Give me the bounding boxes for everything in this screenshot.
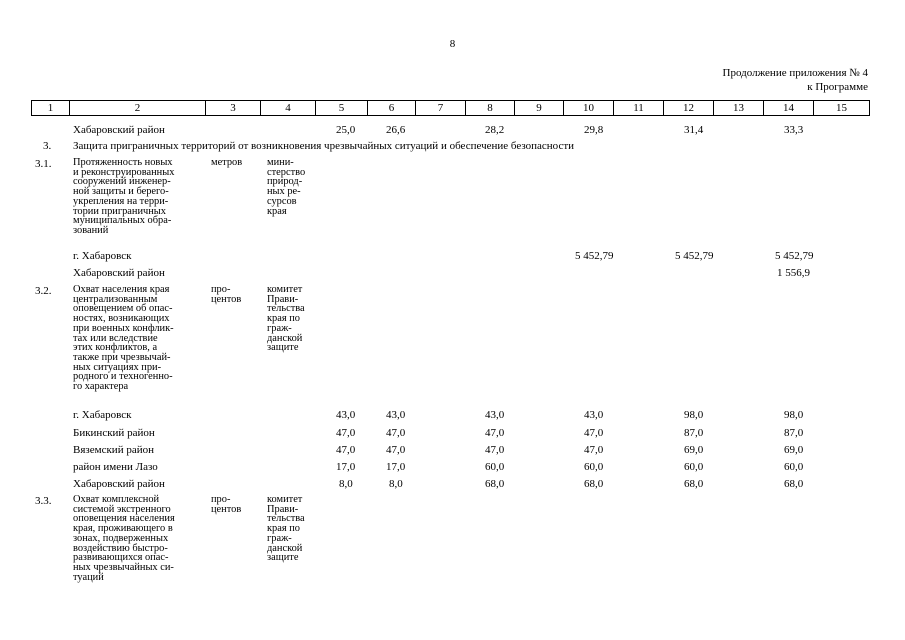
value-col14: 98,0 (784, 409, 804, 421)
value-col8: 47,0 (485, 444, 505, 456)
value-col10: 43,0 (584, 409, 604, 421)
header-cell: 3 (206, 101, 261, 116)
value-col14: 5 452,79 (775, 250, 814, 262)
header-cell: 11 (614, 101, 664, 116)
header-cell: 1 (32, 101, 70, 116)
value-col10: 5 452,79 (575, 250, 614, 262)
row-name: Хабаровский район (73, 124, 165, 136)
value-col10: 47,0 (584, 444, 604, 456)
indicator-agency: комитет Прави- тельства края по граж- данской защите (267, 494, 305, 564)
header-cell: 2 (70, 101, 206, 116)
row-name: г. Хабаровск (73, 409, 132, 421)
value-col5: 47,0 (336, 444, 356, 456)
value-col5: 8,0 (339, 478, 353, 490)
value-col5: 47,0 (336, 427, 356, 439)
header-cell: 7 (416, 101, 466, 116)
indicator-description: Протяженность новых и реконструированных сооружений инженер- ной защиты и берего- укрепления на терри- тории приграничных муниципальных обра- зований (73, 157, 175, 236)
header-cell: 6 (368, 101, 416, 116)
header-cell: 9 (515, 101, 564, 116)
header-cell: 14 (764, 101, 814, 116)
value-col10: 47,0 (584, 427, 604, 439)
indicator-description: Охват комплексной системой экстренного оповещения населения края, проживающего в зонах, подверженных воздействию быстро- развивающихся опас- ных чрезвычайных си- туаций (73, 494, 175, 583)
value-col6: 26,6 (386, 124, 406, 136)
section-title: Защита приграничных территорий от возникновения чрезвычайных ситуаций и обеспечение безопасности (73, 140, 575, 152)
header-cell: 5 (316, 101, 368, 116)
value-col12: 60,0 (684, 461, 704, 473)
indicator-agency: мини- стерство природ- ных ре- сурсов края (267, 157, 306, 217)
appendix-line-2: к Программе (807, 81, 868, 93)
header-cell: 12 (664, 101, 714, 116)
row-name: Вяземский район (73, 444, 154, 456)
appendix-line-1: Продолжение приложения № 4 (722, 67, 868, 79)
header-cell: 4 (261, 101, 316, 116)
value-col5: 17,0 (336, 461, 356, 473)
value-col14: 60,0 (784, 461, 804, 473)
section-number: 3. (43, 140, 52, 152)
value-col8: 68,0 (485, 478, 505, 490)
value-col12: 69,0 (684, 444, 704, 456)
value-col14: 33,3 (784, 124, 804, 136)
value-col10: 60,0 (584, 461, 604, 473)
value-col5: 43,0 (336, 409, 356, 421)
value-col14: 69,0 (784, 444, 804, 456)
value-col6: 17,0 (386, 461, 406, 473)
value-col12: 5 452,79 (675, 250, 714, 262)
value-col6: 47,0 (386, 444, 406, 456)
indicator-description: Охват населения края централизованным оповещением об опас- ностях, возникающих при военных конфлик- тах или вследствие этих конфликтов, а также при чрезвычай- ных ситуациях при- родного и техногенно- го характера (73, 284, 174, 393)
value-col8: 43,0 (485, 409, 505, 421)
value-col8: 47,0 (485, 427, 505, 439)
value-col5: 25,0 (336, 124, 356, 136)
value-col6: 8,0 (389, 478, 403, 490)
indicator-unit: метров (211, 157, 243, 168)
value-col12: 98,0 (684, 409, 704, 421)
value-col12: 31,4 (684, 124, 704, 136)
value-col10: 29,8 (584, 124, 604, 136)
header-cell: 8 (466, 101, 515, 116)
row-name: район имени Лазо (73, 461, 158, 473)
row-name: Хабаровский район (73, 478, 165, 490)
value-col10: 68,0 (584, 478, 604, 490)
indicator-agency: комитет Прави- тельства края по граж- данской защите (267, 284, 305, 354)
value-col12: 68,0 (684, 478, 704, 490)
column-number-header (31, 100, 869, 116)
header-table (31, 100, 870, 116)
row-name: Хабаровский район (73, 267, 165, 279)
indicator-number: 3.3. (35, 495, 52, 507)
value-col8: 28,2 (485, 124, 505, 136)
header-cell: 13 (714, 101, 764, 116)
value-col12: 87,0 (684, 427, 704, 439)
row-name: Бикинский район (73, 427, 155, 439)
value-col14: 1 556,9 (777, 267, 810, 279)
header-cell: 15 (814, 101, 870, 116)
value-col14: 87,0 (784, 427, 804, 439)
indicator-unit: про- центов (211, 284, 242, 305)
value-col6: 47,0 (386, 427, 406, 439)
header-cell: 10 (564, 101, 614, 116)
row-name: г. Хабаровск (73, 250, 132, 262)
appendix-caption (723, 66, 868, 94)
indicator-unit: про- центов (211, 494, 242, 515)
indicator-number: 3.1. (35, 158, 52, 170)
indicator-number: 3.2. (35, 285, 52, 297)
value-col14: 68,0 (784, 478, 804, 490)
page-number: 8 (449, 38, 456, 50)
value-col8: 60,0 (485, 461, 505, 473)
value-col6: 43,0 (386, 409, 406, 421)
